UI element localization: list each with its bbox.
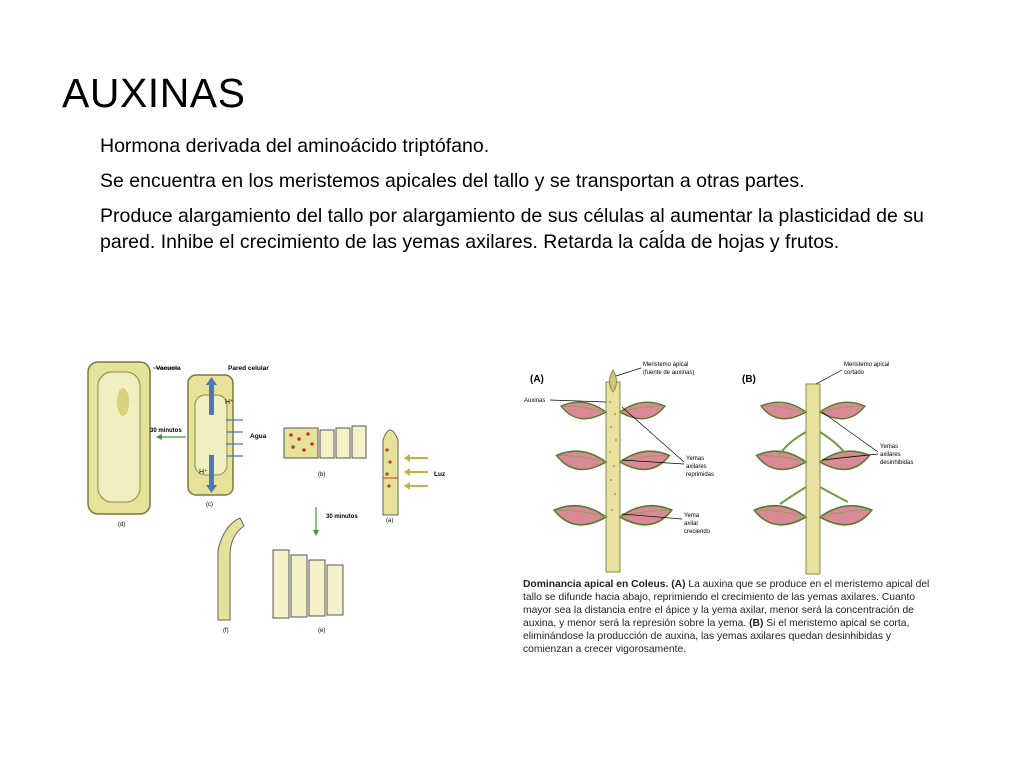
- cell-elongation-figure: [78, 350, 458, 640]
- label-agua: Agua: [250, 433, 267, 440]
- label-yemas-des-1: Yemas: [880, 444, 899, 450]
- cell-c-illustration: [188, 375, 233, 495]
- label-auxinas: Auxinas: [524, 398, 546, 404]
- label-minutes-2: 30 minutos: [326, 514, 358, 520]
- cell-d-illustration: [88, 362, 150, 514]
- caption-bold-a: Dominancia apical en Coleus. (A): [523, 579, 686, 590]
- label-h-top: H⁺: [225, 399, 234, 406]
- coleoptile-f-illustration: [218, 518, 244, 620]
- label-vacuola: Vacuola: [156, 365, 181, 372]
- bullet-list: [100, 133, 980, 264]
- label-yema-crec-3: creciendo: [684, 529, 711, 535]
- caption-bold-b: (B): [749, 618, 764, 629]
- label-meristemo-a-2: (fuente de auxinas): [643, 370, 695, 376]
- label-yemas-rep-3: reprimidas: [686, 472, 715, 478]
- label-luz: Luz: [434, 471, 446, 478]
- caption-text-a: La auxina que se produce en el meristemo apical del tallo se difunde hacia abajo, reprimiendo el crecimiento de las yemas axilares. Cuanto mayor sea la distancia entre el ápice y la yema axilar, menor será la concentración de auxina, y menor será la represión sobre la yema.: [523, 579, 930, 629]
- bullet-item: Se encuentra en los meristemos apicales del tallo y se transportan a otras partes.: [100, 170, 805, 192]
- cell-row-b-illustration: [284, 426, 366, 458]
- label-e: (e): [318, 628, 326, 634]
- label-h-bottom: H⁺: [199, 469, 208, 476]
- cell-row-e-illustration: [273, 550, 343, 618]
- coleoptile-a-illustration: [383, 430, 398, 515]
- label-yemas-rep-2: axilares: [686, 464, 707, 470]
- label-meristemo-b-1: Meristemo apical: [844, 362, 890, 368]
- label-c: (c): [206, 502, 213, 508]
- panel-b-label: (B): [742, 374, 756, 385]
- label-yema-crec-2: axilar: [684, 521, 699, 527]
- label-yema-crec-1: Yema: [684, 513, 700, 519]
- coleus-plant-b-illustration: [754, 384, 872, 574]
- coleus-plant-a-illustration: [554, 370, 672, 572]
- label-meristemo-b-2: cortado: [844, 370, 865, 376]
- label-meristemo-a-1: Meristemo apical: [643, 362, 689, 368]
- label-d: (d): [118, 522, 126, 528]
- label-f: (f): [223, 628, 229, 634]
- label-b: (b): [318, 472, 326, 478]
- bullet-item: Produce alargamiento del tallo por alargamiento de sus células al aumentar la plasticidad de su pared. Inhibe el crecimiento de las yemas axilares. Retarda la caĺda de hojas y frutos.: [100, 205, 924, 253]
- label-yemas-des-3: desinhibidas: [880, 460, 914, 466]
- label-yemas-des-2: axilares: [880, 452, 901, 458]
- slide-title: AUXINAS: [62, 70, 246, 116]
- bullet-item: Hormona derivada del aminoácido triptófano.: [100, 135, 490, 157]
- label-pared: Pared celular: [228, 365, 269, 372]
- caption-text-b: Si el meristemo apical se corta, eliminándose la producción de auxina, las yemas axilares quedan desinhibidas y comienzan a crecer vigorosamente.: [523, 618, 910, 655]
- label-a: (a): [386, 518, 394, 524]
- figure-caption: [523, 578, 943, 656]
- panel-a-label: (A): [530, 374, 544, 385]
- label-minutes-1: 30 minutos: [150, 428, 182, 434]
- label-yemas-rep-1: Yemas: [686, 456, 705, 462]
